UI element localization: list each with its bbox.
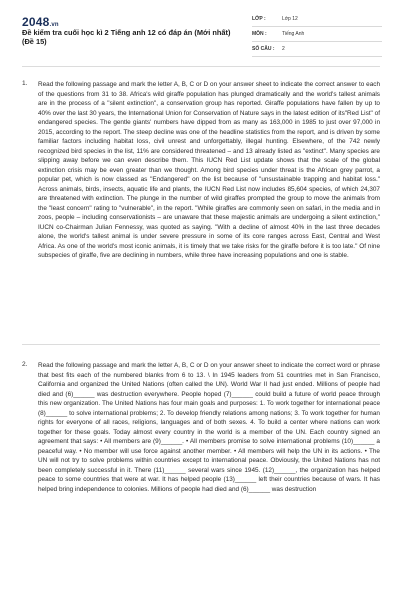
- question-text: Read the following passage and mark the letter A, B, C or D on your answer sheet to indicate the correct word or phrase that best fits each of the numbered blanks from 6 to 13. \ In 1945 leaders from 51 countries met in San Francisco, California and organized the United Nations (often called the UN). World War II had just ended. Millions of people had died and (6)______ was destruction everywhere. People hoped (7)______ could build a future of world peace through this new organization. The United Nations has four main goals and purposes: 1. To work together for international peace (8)______ to solve international problems; 2. To develop friendly relations among nations; 3. To work together for human rights for everyone of all races, religions, languages and of both sexes. 4. To build a center where nations can work together for these goals. Today almost every country in the world is a member of the UN. Each country signed an agreement that says: • All members are (9)______. • All members promise to solve international problems (10)______ a peaceful way. • No member will use force against another member. • All members will help the UN in its actions. • The UN will not try to solve problems within countries except to international peace. Obviously, the United Nations has not been completely successful in it. There (11)______ several wars since 1945. (12)______, the organization has helped peace to some countries that were at war. It has helped people (13)______ left their countries because of wars. It has helped bring independence to colonies. Millions of people had died and (6)______ was destruction: [38, 362, 380, 493]
- meta-label: SỐ CÂU :: [252, 46, 275, 52]
- meta-row-class: [252, 14, 382, 27]
- logo-suffix: .vn: [49, 22, 59, 28]
- page-title: Đề kiểm tra cuối học kì 2 Tiếng anh 12 có đáp án (Mới nhất) (Đề 15): [22, 28, 231, 47]
- meta-label: MÔN :: [252, 31, 267, 37]
- page-header: [0, 0, 400, 62]
- meta-value: Lớp 12: [282, 16, 298, 22]
- meta-panel: [252, 14, 382, 59]
- question-text: Read the following passage and mark the letter A, B, C or D on your answer sheet to indicate the correct answer to each of the questions from 31 to 38. Africa's wild giraffe population has plunged dramatically and the world's tallest animals are in the process of a "silent extinction", a conservation group has reported. Giraffe populations have fallen by up to 40% over the last 30 years, the International Union for Conservation of Nature says in the latest edition of its"Red List" of endangered species. The gentle giants' numbers have dipped from as many as 163,000 in 1985 to just over 97,000 in 2015, according to the report. The steep decline was one of the headline statistics from the report, and is driven by some familiar factors including habitat loss, civil unrest and unforgettably, illegal hunting. Elsewhere, of the 742 newly recognized bird species in the list, 11% are considered threatened – and 13 already listed as "extinct". Many species are slipping away before we can even describe them. This IUCN Red List update shows that the scale of the global extinction crisis may be even greater than we thought. Among bird species under threat is the African grey parrot, a popular pet, which is now classed as "Endangered" on the list because of "unsustainable trapping and habitat loss." Across animals, birds, insects, aquatic life and plants, the IUCN Red List now includes 85,604 species, of which 24,307 are threatened with extinction. The plunge in the number of wild giraffes prompted the group to move the animals from the "least concern" rating to "vulnerable", in the report. "While giraffes are commonly seen on safari, in the media and in zoos, people – including conservationists – are unaware that these majestic animals are undergoing a silent extinction," IUCN co-Chairman Julian Fennessy, was quoted as saying. "With a decline of almost 40% in the last three decades alone, the world's tallest animal is under severe pressure in some of its core ranges across East, Central and West Africa. As one of the world's most iconic animals, it is timely that we take risks for the giraffe before it is too late." Of nine subspecies of giraffe, five are declining in numbers, while three have increasing populations and one is stable.: [38, 81, 380, 259]
- meta-label: LỚP :: [252, 16, 266, 22]
- question-number: 1.: [22, 80, 28, 87]
- meta-row-question-count: [252, 44, 382, 57]
- meta-value: Tiếng Anh: [282, 31, 305, 37]
- question-number: 2.: [22, 361, 28, 368]
- meta-value: 2: [282, 46, 285, 52]
- meta-row-subject: [252, 29, 382, 42]
- logo-text: 2048: [22, 15, 50, 29]
- question-divider: [22, 344, 380, 345]
- header-divider: [22, 66, 380, 67]
- site-logo[interactable]: [22, 15, 59, 29]
